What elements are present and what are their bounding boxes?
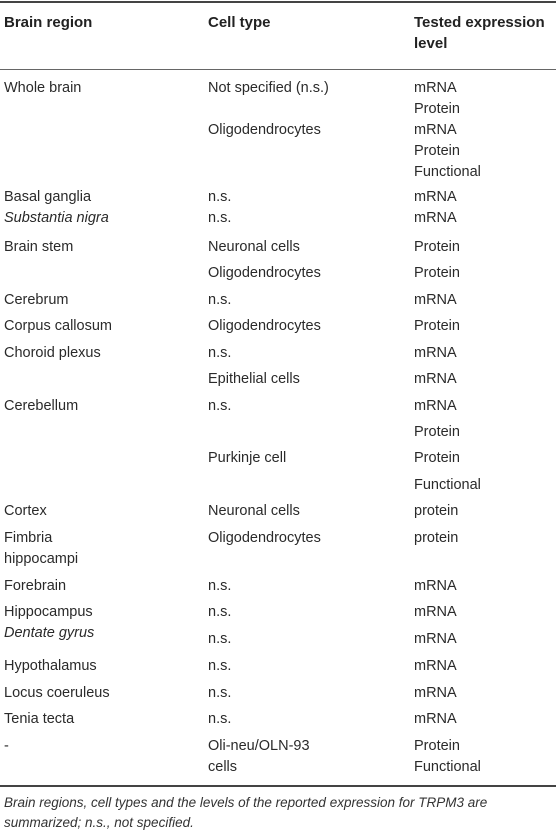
cell-brain-region: Whole brain bbox=[4, 80, 82, 96]
cell-cell-type: n.s. bbox=[208, 210, 232, 226]
cell-cell-type: n.s. bbox=[208, 658, 232, 674]
cell-expression-level: protein bbox=[414, 503, 459, 519]
cell-brain-region: Fimbria bbox=[4, 530, 53, 546]
cell-expression-level: Protein bbox=[414, 318, 460, 334]
table-caption: Brain regions, cell types and the levels of the reported expression for TRPM3 are summarized; n.s., not specified. bbox=[4, 795, 488, 830]
cell-brain-region: Cortex bbox=[4, 503, 47, 519]
cell-expression-level: Protein bbox=[414, 239, 460, 255]
cell-brain-region: Forebrain bbox=[4, 578, 67, 594]
cell-brain-region: Choroid plexus bbox=[4, 345, 101, 361]
cell-expression-level: Protein bbox=[414, 101, 460, 117]
cell-expression-level: Protein bbox=[414, 143, 460, 159]
cell-cell-type: Epithelial cells bbox=[208, 371, 300, 387]
cell-expression-level: mRNA bbox=[414, 292, 457, 308]
cell-expression-level: Protein bbox=[414, 424, 460, 440]
cell-brain-region: Brain stem bbox=[4, 239, 74, 255]
cell-brain-region: Basal ganglia bbox=[4, 189, 92, 205]
cell-expression-level: Functional bbox=[414, 759, 481, 775]
cell-expression-level: mRNA bbox=[414, 80, 457, 96]
cell-brain-region: Substantia nigra bbox=[4, 210, 109, 226]
cell-expression-level: mRNA bbox=[414, 371, 457, 387]
cell-cell-type: Neuronal cells bbox=[208, 503, 300, 519]
table-header-rule bbox=[0, 69, 556, 70]
cell-expression-level: Protein bbox=[414, 265, 460, 281]
cell-cell-type: n.s. bbox=[208, 631, 232, 647]
header-expression-level-line1: Tested expression bbox=[414, 14, 545, 31]
cell-cell-type: Oligodendrocytes bbox=[208, 318, 321, 334]
cell-brain-region: Cerebellum bbox=[4, 398, 79, 414]
cell-expression-level: mRNA bbox=[414, 398, 457, 414]
cell-cell-type: cells bbox=[208, 759, 238, 775]
cell-cell-type: Purkinje cell bbox=[208, 450, 287, 466]
cell-brain-region: Hypothalamus bbox=[4, 658, 97, 674]
cell-expression-level: Protein bbox=[414, 738, 460, 754]
cell-cell-type: Not specified (n.s.) bbox=[208, 80, 329, 96]
cell-expression-level: Functional bbox=[414, 164, 481, 180]
cell-brain-region: Corpus callosum bbox=[4, 318, 112, 334]
cell-cell-type: n.s. bbox=[208, 398, 232, 414]
cell-brain-region: Hippocampus bbox=[4, 604, 93, 620]
cell-cell-type: Oligodendrocytes bbox=[208, 265, 321, 281]
header-expression-level-line2: level bbox=[414, 35, 448, 52]
header-cell-type: Cell type bbox=[208, 14, 271, 31]
cell-expression-level: mRNA bbox=[414, 122, 457, 138]
cell-brain-region: Cerebrum bbox=[4, 292, 69, 308]
cell-expression-level: mRNA bbox=[414, 604, 457, 620]
cell-expression-level: mRNA bbox=[414, 631, 457, 647]
cell-expression-level: mRNA bbox=[414, 685, 457, 701]
cell-cell-type: n.s. bbox=[208, 685, 232, 701]
cell-cell-type: Neuronal cells bbox=[208, 239, 300, 255]
cell-brain-region: - bbox=[4, 738, 9, 754]
cell-expression-level: mRNA bbox=[414, 189, 457, 205]
cell-expression-level: mRNA bbox=[414, 210, 457, 226]
cell-cell-type: n.s. bbox=[208, 292, 232, 308]
cell-expression-level: mRNA bbox=[414, 658, 457, 674]
cell-cell-type: Oligodendrocytes bbox=[208, 122, 321, 138]
cell-expression-level: mRNA bbox=[414, 578, 457, 594]
cell-cell-type: Oli-neu/OLN-93 bbox=[208, 738, 310, 754]
cell-brain-region: Locus coeruleus bbox=[4, 685, 110, 701]
cell-cell-type: n.s. bbox=[208, 711, 232, 727]
cell-expression-level: mRNA bbox=[414, 711, 457, 727]
cell-cell-type: n.s. bbox=[208, 604, 232, 620]
cell-cell-type: n.s. bbox=[208, 578, 232, 594]
cell-cell-type: n.s. bbox=[208, 345, 232, 361]
cell-brain-region: Dentate gyrus bbox=[4, 625, 95, 641]
cell-brain-region: Tenia tecta bbox=[4, 711, 75, 727]
header-brain-region: Brain region bbox=[4, 14, 93, 31]
cell-cell-type: n.s. bbox=[208, 189, 232, 205]
cell-expression-level: mRNA bbox=[414, 345, 457, 361]
table-top-rule bbox=[0, 1, 556, 3]
cell-cell-type: Oligodendrocytes bbox=[208, 530, 321, 546]
cell-expression-level: protein bbox=[414, 530, 459, 546]
cell-expression-level: Functional bbox=[414, 477, 481, 493]
cell-expression-level: Protein bbox=[414, 450, 460, 466]
table-bottom-rule bbox=[0, 785, 556, 787]
cell-brain-region: hippocampi bbox=[4, 551, 79, 567]
